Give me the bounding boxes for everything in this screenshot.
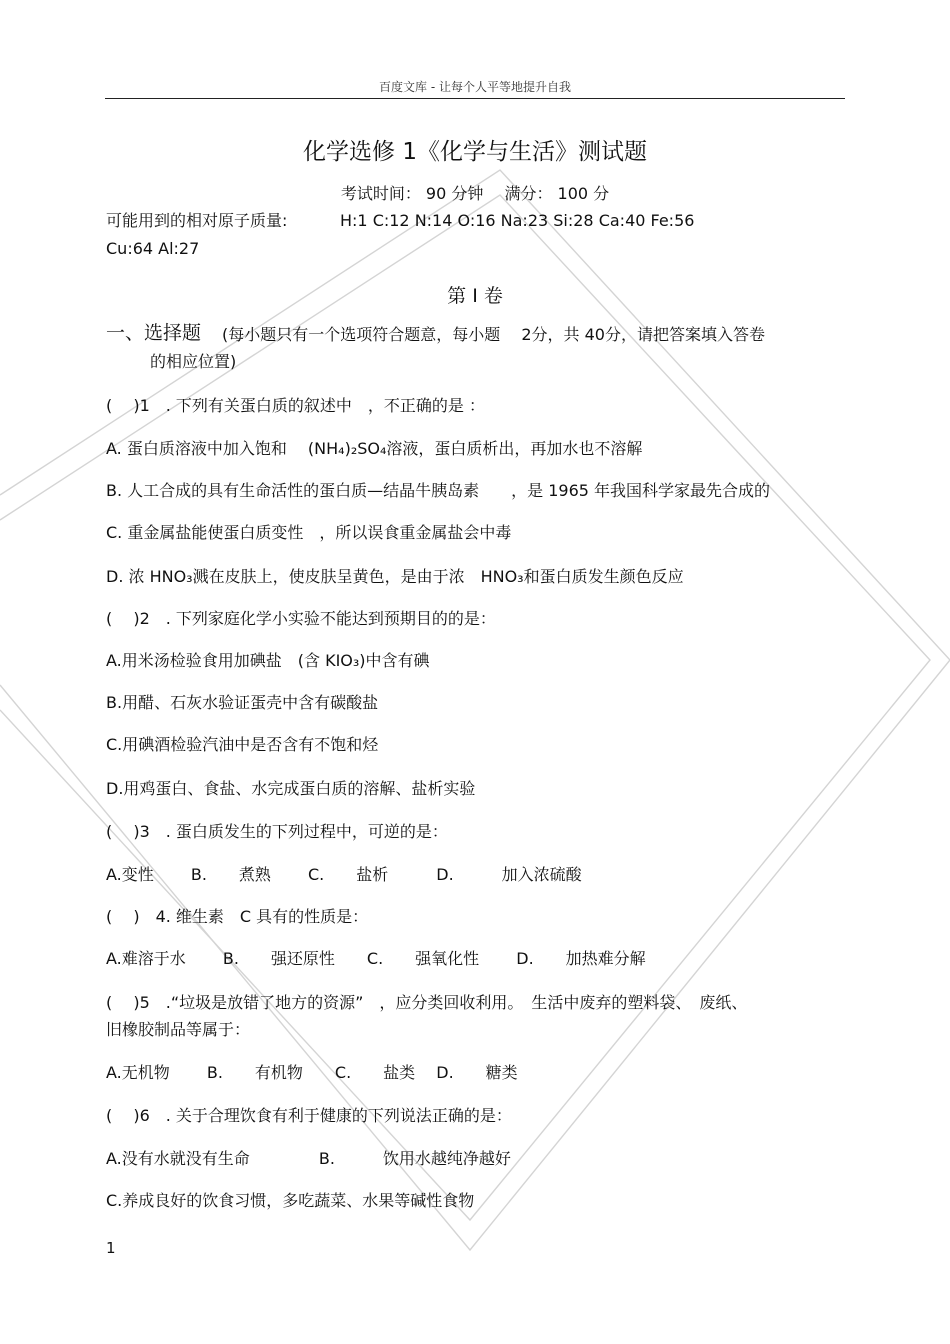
section-note-line-2: 的相应位置) [150, 352, 237, 371]
question-5-stem: ( )5 .“垃圾是放错了地方的资源” ，应分类回收利用。 生活中废弃的塑料袋、 废纸、 [106, 993, 748, 1012]
question-6-option-ab: A.没有水就没有生命 B. 饮用水越纯净越好 [106, 1149, 511, 1168]
page-header: 百度文库 - 让每个人平等地提升自我 [379, 80, 571, 94]
question-1-stem: ( )1 . 下列有关蛋白质的叙述中 ，不正确的是 ： [106, 396, 486, 415]
question-2-option-a: A.用米汤检验食用加碘盐 (含 KIO₃)中含有碘 [106, 651, 430, 670]
question-3-stem: ( )3 . 蛋白质发生的下列过程中，可逆的是： [106, 822, 448, 841]
question-1-option-d: D. 浓 HNO₃溅在皮肤上，使皮肤呈黄色，是由于浓 HNO₃和蛋白质发生颜色反应 [106, 567, 684, 586]
section-heading: 一、选择题 [106, 322, 202, 344]
section-note-line-1: (每小题只有一个选项符合题意，每小题 2分，共 40分，请把答案填入答卷 [222, 325, 765, 344]
question-5-stem-continued: 旧橡胶制品等属于： [106, 1020, 251, 1039]
question-1-option-b: B. 人工合成的具有生命活性的蛋白质—结晶牛胰岛素 ，是 1965 年我国科学家最先合成的 [106, 481, 771, 500]
atomic-mass-line-1: H:1 C:12 N:14 O:16 Na:23 Si:28 Ca:40 Fe:56 [340, 211, 695, 230]
question-6-stem: ( )6 . 关于合理饮食有利于健康的下列说法正确的是： [106, 1106, 512, 1125]
page-number: 1 [106, 1239, 116, 1257]
question-2-option-c: C.用碘酒检验汽油中是否含有不饱和烃 [106, 735, 379, 754]
question-5-options: A.无机物 B. 有机物 C. 盐类 D. 糖类 [106, 1063, 518, 1082]
exam-info: 考试时间： 90 分钟 满分： 100 分 [340, 184, 610, 203]
question-3-options: A.变性 B. 煮熟 C. 盐析 D. 加入浓硫酸 [106, 865, 582, 884]
question-1-option-c: C. 重金属盐能使蛋白质变性 ，所以误食重金属盐会中毒 [106, 523, 512, 542]
question-2-option-b: B.用醋、石灰水验证蛋壳中含有碳酸盐 [106, 693, 379, 712]
volume-title: 第 I 卷 [447, 285, 503, 307]
header-divider [105, 98, 845, 99]
question-6-option-c: C.养成良好的饮食习惯，多吃蔬菜、水果等碱性食物 [106, 1191, 475, 1210]
atomic-mass-line-2: Cu:64 Al:27 [106, 239, 200, 258]
question-1-option-a: A. 蛋白质溶液中加入饱和 (NH₄)₂SO₄溶液，蛋白质析出，再加水也不溶解 [106, 439, 643, 458]
page-title: 化学选修 1《化学与生活》测试题 [303, 139, 647, 165]
atomic-mass-label: 可能用到的相对原子质量: [106, 211, 288, 230]
question-2-option-d: D.用鸡蛋白、食盐、水完成蛋白质的溶解、盐析实验 [106, 779, 476, 798]
question-2-stem: ( )2 . 下列家庭化学小实验不能达到预期目的的是： [106, 609, 496, 628]
question-4-stem: ( ) 4. 维生素 C 具有的性质是： [106, 907, 369, 926]
question-4-options: A.难溶于水 B. 强还原性 C. 强氧化性 D. 加热难分解 [106, 949, 646, 968]
